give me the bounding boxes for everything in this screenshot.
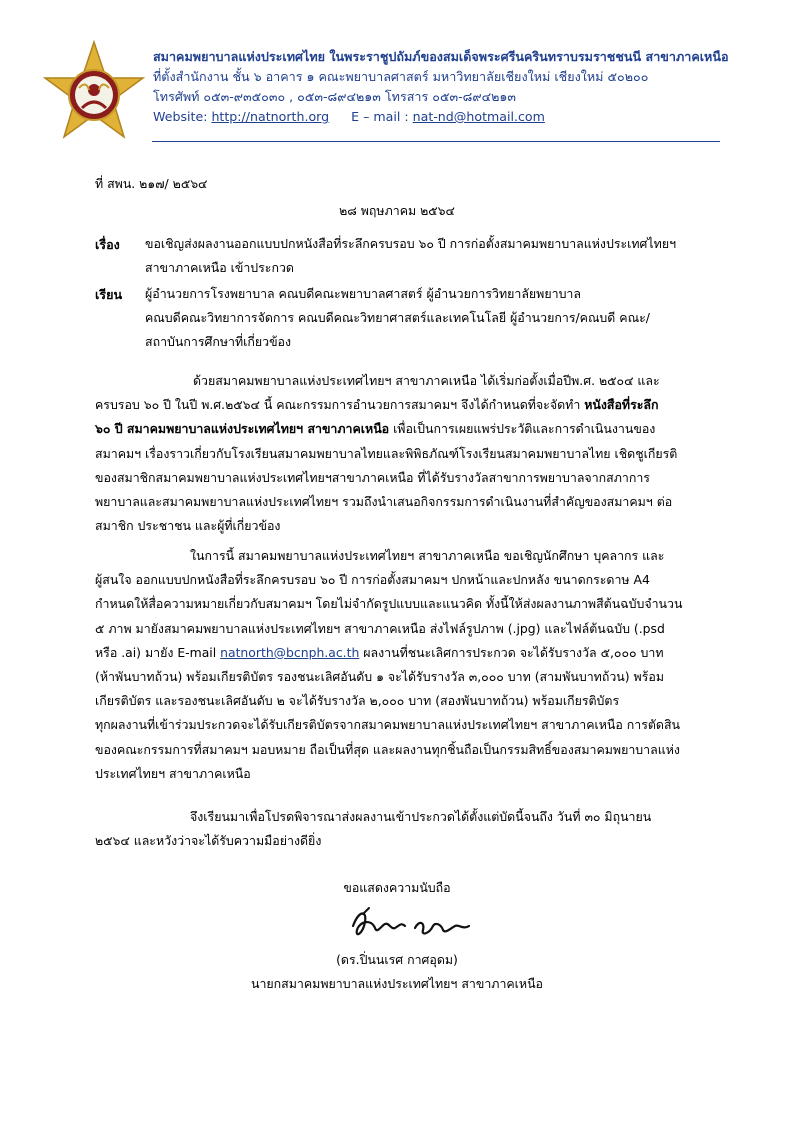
recipient-line: สถาบันการศึกษาที่เกี่ยวข้อง (145, 334, 292, 349)
paragraph-line: จึงเรียนมาเพื่อโปรดพิจารณาส่งผลงานเข้าประกวดได้ตั้งแต่บัดนี้จนถึง วันที่ ๓๐ มิถุนายน (190, 809, 652, 824)
bold-text-run: ๖๐ ปี สมาคมพยาบาลแห่งประเทศไทยฯ สาขาภาคเหนือ (95, 421, 390, 437)
paragraph-line (95, 417, 723, 441)
body-paragraph-2 (95, 544, 723, 786)
subject-text (145, 232, 723, 280)
org-address: ที่ตั้งสำนักงาน ชั้น ๖ อาคาร ๑ คณะพยาบาลศาสตร์ มหาวิทยาลัยเชียงใหม่ เชียงใหม่ ๕๐๒๐๐ (153, 69, 649, 84)
recipient-text (145, 282, 723, 354)
recipient-line: ผู้อำนวยการโรงพยาบาล คณบดีคณะพยาบาลศาสตร์ ผู้อำนวยการวิทยาลัยพยาบาล (145, 286, 581, 301)
submission-email-link[interactable]: natnorth@bcnph.ac.th (220, 644, 360, 660)
subject-label: เรื่อง (95, 237, 120, 252)
text-run: ครบรอบ ๖๐ ปี ในปี พ.ศ.๒๕๖๔ นี้ คณะกรรมการอำนวยการสมาคมฯ จึงได้กำหนดที่จะจัดทำ (95, 397, 585, 413)
org-phone: โทรศัพท์ ๐๕๓-๙๓๕๐๓๐ , ๐๕๓-๘๙๔๒๑๓ โทรสาร ๐๕๓-๘๙๔๒๑๓ (153, 89, 517, 104)
letterhead (153, 47, 753, 127)
paragraph-line (95, 393, 723, 417)
paragraph-line: ๒๕๖๔ และหวังว่าจะได้รับความมือย่างดียิ่ง (95, 833, 322, 849)
paragraph-line: ด้วยสมาคมพยาบาลแห่งประเทศไทยฯ สาขาภาคเหนือ ได้เริ่มก่อตั้งเมื่อปีพ.ศ. ๒๕๐๔ และ (193, 373, 660, 388)
association-emblem-logo (42, 40, 146, 144)
paragraph-line: ทุกผลงานที่เข้าร่วมประกวดจะได้รับเกียรติบัตรจากสมาคมพยาบาลแห่งประเทศไทยฯ สาขาภาคเหนือ การตัดสิน (95, 717, 680, 733)
reference-number: ที่ สพน. ๒๑๗/ ๒๕๖๔ (95, 176, 208, 191)
paragraph-line: พยาบาลและสมาคมพยาบาลแห่งประเทศไทยฯ รวมถึงนำเสนอกิจกรรมการดำเนินงานที่สำคัญของสมาคมฯ ต่อ (95, 494, 673, 510)
recipient-line: คณบดีคณะวิทยาการจัดการ คณบดีคณะวิทยาศาสตร์และเทคโนโลยี ผู้อำนวยการ/คณบดี คณะ/ (145, 310, 650, 325)
subject-line: สาขาภาคเหนือ เข้าประกวด (145, 260, 294, 275)
website-label: Website: (153, 109, 212, 124)
paragraph-line: ในการนี้ สมาคมพยาบาลแห่งประเทศไทยฯ สาขาภาคเหนือ ขอเชิญนักศึกษา บุคลากร และ (190, 548, 665, 563)
paragraph-line: ของสมาชิกสมาคมพยาบาลแห่งประเทศไทยฯสาขาภาคเหนือ ที่ได้รับรางวัลสาขาการพยาบาลจากสภาการ (95, 469, 650, 485)
paragraph-line: ของคณะกรรมการที่สมาคมฯ มอบหมาย ถือเป็นที่สุด และผลงานทุกชิ้นถือเป็นกรรมสิทธิ์ของสมาคมพยาบาลแห่ง (95, 741, 680, 757)
paragraph-line: ๕ ภาพ มายังสมาคมพยาบาลแห่งประเทศไทยฯ สาขาภาคเหนือ ส่งไฟล์รูปภาพ (.jpg) และไฟล์ต้นฉบับ (.psd (95, 620, 665, 636)
text-run: หรือ .ai) มายัง E-mail (95, 644, 221, 660)
subject-line: ขอเชิญส่งผลงานออกแบบปกหนังสือที่ระลึกครบรอบ ๖๐ ปี การก่อตั้งสมาคมพยาบาลแห่งประเทศไทยฯ (145, 236, 677, 251)
header-divider (152, 141, 720, 142)
text-run: เพื่อเป็นการเผยแพร่ประวัติและการดำเนินงานของ (389, 421, 656, 437)
website-link[interactable]: http://natnorth.org (211, 109, 330, 124)
paragraph-line: เกียรติบัตร และรองชนะเลิศอันดับ ๒ จะได้รับรางวัล ๒,๐๐๐ บาท (สองพันบาทถ้วน) พร้อมเกียรติบัตร (95, 693, 620, 709)
paragraph-line: (ห้าพันบาทถ้วน) พร้อมเกียรติบัตร รองชนะเลิศอันดับ ๑ จะได้รับรางวัล ๓,๐๐๐ บาท (สามพันบาทถ้วน) พร้อม (95, 669, 664, 685)
paragraph-line: สมาคมฯ เรื่องราวเกี่ยวกับโรงเรียนสมาคมพยาบาลไทยและพิพิธภัณฑ์โรงเรียนสมาคมพยาบาลไทย เชิดชูเกียรติ (95, 445, 678, 461)
text-run: ผลงานที่ชนะเลิศการประกวด จะได้รับรางวัล ๕,๐๐๐ บาท (359, 644, 664, 660)
letter-date: ๒๘ พฤษภาคม ๒๕๖๔ (339, 203, 455, 218)
signer-name: (ดร.ปิ่นนเรศ กาศอุดม) (336, 952, 458, 967)
signer-title: นายกสมาคมพยาบาลแห่งประเทศไทยฯ สาขาภาคเหนือ (250, 976, 543, 991)
org-name: สมาคมพยาบาลแห่งประเทศไทย ในพระราชูปถัมภ์ของสมเด็จพระศรีนครินทราบรมราชชนนี สาขาภาคเหนือ (153, 49, 729, 64)
paragraph-line (95, 641, 723, 665)
body-paragraph-3 (95, 805, 723, 853)
recipient-label: เรียน (95, 287, 123, 302)
paragraph-line: กำหนดให้สื่อความหมายเกี่ยวกับสมาคมฯ โดยไม่จำกัดรูปแบบและแนวคิด ทั้งนี้ให้ส่งผลงานภาพสีต้นฉบับจำนวน (95, 596, 683, 612)
paragraph-line: สมาชิก ประชาชน และผู้ที่เกี่ยวข้อง (95, 518, 281, 534)
paragraph-line: ผู้สนใจ ออกแบบปกหนังสือที่ระลึกครบรอบ ๖๐ ปี การก่อตั้งสมาคมฯ ปกหน้าและปกหลัง ขนาดกระดาษ A4 (95, 572, 650, 588)
email-link[interactable]: nat-nd@hotmail.com (412, 109, 545, 124)
email-label: E – mail : (351, 109, 413, 124)
paragraph-line: ประเทศไทยฯ สาขาภาคเหนือ (95, 765, 251, 781)
bold-text-run: หนังสือที่ระลึก (584, 397, 659, 413)
org-contact (153, 107, 753, 127)
handwritten-signature (345, 904, 475, 944)
body-paragraph-1 (95, 369, 723, 538)
closing-phrase: ขอแสดงความนับถือ (343, 880, 451, 895)
